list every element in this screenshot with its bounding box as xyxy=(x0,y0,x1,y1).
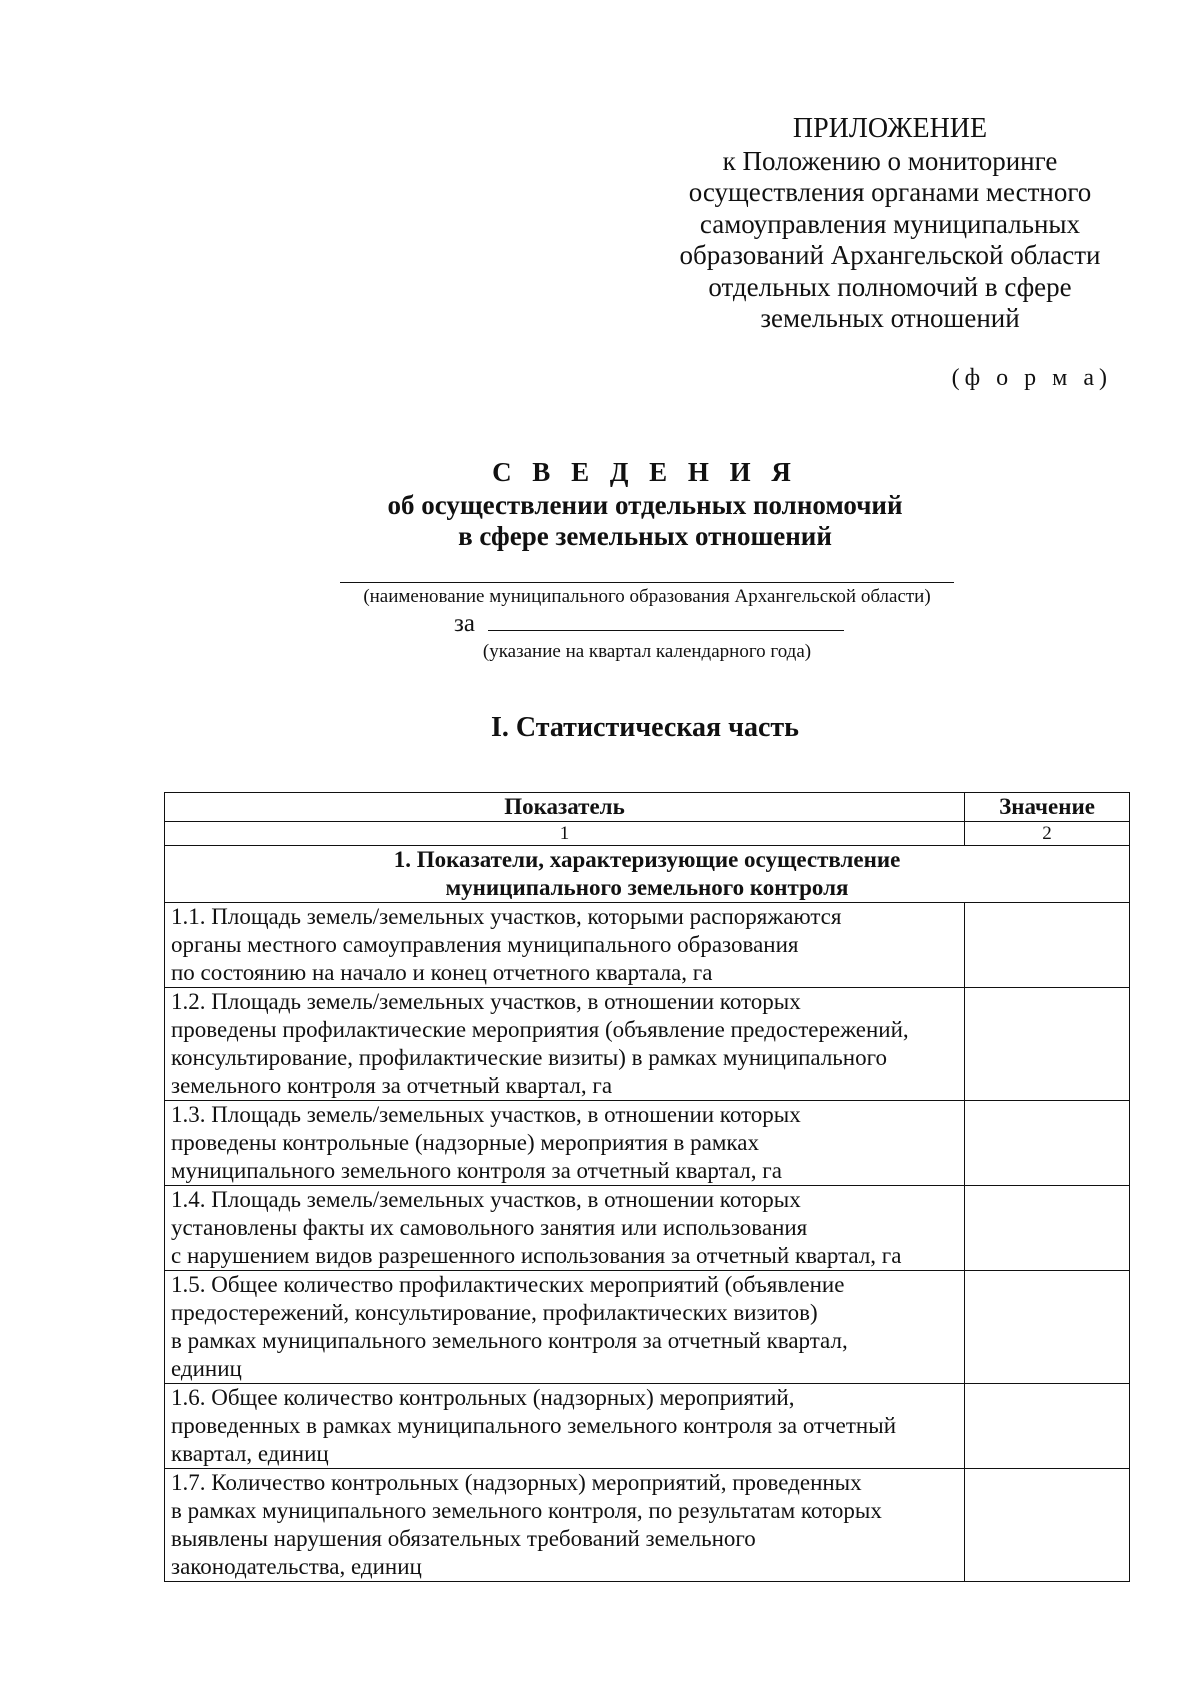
indicator-cell xyxy=(165,1384,965,1469)
indicator-line: консультирование, профилактические визиты) в рамках муниципального xyxy=(171,1045,887,1070)
document-subtitle-line: об осуществлении отдельных полномочий xyxy=(387,490,903,520)
municipality-blank-line xyxy=(340,582,954,583)
indicator-line: 1.5. Общее количество профилактических мероприятий (объявление xyxy=(171,1272,845,1297)
indicator-line: в рамках муниципального земельного контроля, по результатам которых xyxy=(171,1498,882,1523)
table-row xyxy=(165,1101,1130,1186)
indicator-line: квартал, единиц xyxy=(171,1441,329,1466)
indicator-line: в рамках муниципального земельного контроля за отчетный квартал, xyxy=(171,1328,848,1353)
indicator-line: 1.2. Площадь земель/земельных участков, в отношении которых xyxy=(171,989,801,1014)
indicator-cell xyxy=(165,1101,965,1186)
group-title xyxy=(165,846,1130,903)
section-title: I. Статистическая часть xyxy=(491,712,799,743)
appendix-block xyxy=(640,113,1140,335)
value-cell[interactable] xyxy=(965,1469,1130,1582)
appendix-line: образований Архангельской области xyxy=(679,240,1101,270)
value-cell[interactable] xyxy=(965,903,1130,988)
indicator-cell xyxy=(165,1469,965,1582)
indicator-line: предостережений, консультирование, профилактических визитов) xyxy=(171,1300,818,1325)
indicator-cell xyxy=(165,1271,965,1384)
period-field xyxy=(454,609,844,638)
indicator-line: установлены факты их самовольного занятия или использования xyxy=(171,1215,808,1240)
indicator-line: с нарушением видов разрешенного использования за отчетный квартал, га xyxy=(171,1243,902,1268)
indicator-line: 1.6. Общее количество контрольных (надзорных) мероприятий, xyxy=(171,1385,795,1410)
appendix-title: ПРИЛОЖЕНИЕ xyxy=(792,113,988,144)
column-number-row xyxy=(165,822,1130,846)
appendix-line: самоуправления муниципальных xyxy=(699,208,1081,239)
appendix-line: осуществления органами местного xyxy=(688,177,1092,207)
appendix-line: отдельных полномочий в сфере xyxy=(708,271,1072,302)
indicator-cell xyxy=(165,903,965,988)
table-header-row xyxy=(165,793,1130,822)
document-heading xyxy=(0,457,1200,552)
group-title-line: 1. Показатели, характеризующие осуществление xyxy=(393,847,901,872)
value-cell[interactable] xyxy=(965,1271,1130,1384)
table-row xyxy=(165,1384,1130,1469)
value-cell[interactable] xyxy=(965,1384,1130,1469)
appendix-line: земельных отношений xyxy=(760,303,1020,333)
appendix-line: к Положению о мониторинге xyxy=(722,145,1058,176)
document-subtitle-line: в сфере земельных отношений xyxy=(458,521,832,551)
period-caption: (указание на квартал календарного года) xyxy=(482,641,812,662)
municipality-field xyxy=(340,552,954,608)
column-number: 1 xyxy=(165,822,965,846)
indicator-cell xyxy=(165,1186,965,1271)
value-cell[interactable] xyxy=(965,1186,1130,1271)
indicator-line: 1.1. Площадь земель/земельных участков, которыми распоряжаются xyxy=(171,904,842,929)
indicator-line: органы местного самоуправления муниципального образования xyxy=(171,932,799,957)
column-header-indicator: Показатель xyxy=(165,793,965,822)
period-blank-line xyxy=(488,609,844,631)
indicator-line: земельного контроля за отчетный квартал, га xyxy=(171,1073,613,1098)
table-row xyxy=(165,1186,1130,1271)
indicator-line: проведены профилактические мероприятия (объявление предостережений, xyxy=(171,1017,909,1042)
indicator-line: по состоянию на начало и конец отчетного квартала, га xyxy=(171,960,713,985)
indicator-line: 1.7. Количество контрольных (надзорных) мероприятий, проведенных xyxy=(171,1470,862,1495)
indicator-line: 1.3. Площадь земель/земельных участков, в отношении которых xyxy=(171,1102,801,1127)
value-cell[interactable] xyxy=(965,1101,1130,1186)
indicator-line: проведенных в рамках муниципального земельного контроля за отчетный xyxy=(171,1413,897,1438)
indicator-line: проведены контрольные (надзорные) мероприятия в рамках xyxy=(171,1130,759,1155)
form-label: (ф о р м а) xyxy=(951,365,1112,391)
value-cell[interactable] xyxy=(965,988,1130,1101)
document-title: С В Е Д Е Н И Я xyxy=(492,457,798,487)
table-row xyxy=(165,903,1130,988)
table-row xyxy=(165,1469,1130,1582)
indicator-cell xyxy=(165,988,965,1101)
table-row xyxy=(165,988,1130,1101)
column-number: 2 xyxy=(965,822,1130,846)
column-header-value: Значение xyxy=(965,793,1130,822)
table-row xyxy=(165,1271,1130,1384)
municipality-caption: (наименование муниципального образования Архангельской области) xyxy=(363,586,931,607)
group-header-row xyxy=(165,846,1130,903)
indicator-line: 1.4. Площадь земель/земельных участков, в отношении которых xyxy=(171,1187,801,1212)
period-prefix: за xyxy=(454,610,475,637)
indicator-line: единиц xyxy=(171,1356,242,1381)
indicator-line: выявлены нарушения обязательных требований земельного xyxy=(171,1526,756,1551)
indicator-line: законодательства, единиц xyxy=(171,1554,422,1579)
group-title-line: муниципального земельного контроля xyxy=(445,875,849,900)
statistics-table xyxy=(164,792,1130,1582)
indicator-line: муниципального земельного контроля за отчетный квартал, га xyxy=(171,1158,782,1183)
